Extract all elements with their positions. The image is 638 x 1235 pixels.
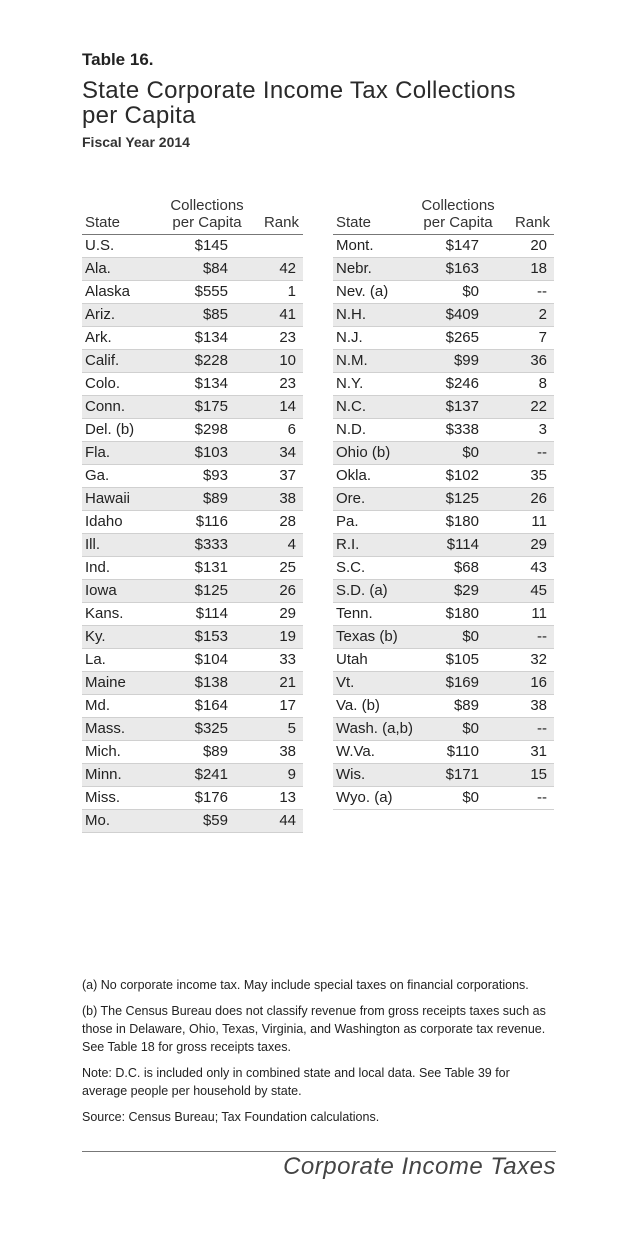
cell-collections: $555 [194, 283, 228, 300]
table-row [333, 626, 554, 649]
cell-rank: -- [537, 283, 547, 300]
header-rank: Rank [514, 214, 550, 231]
cell-collections: $134 [194, 375, 228, 392]
table-row [82, 787, 303, 810]
footnote-b: (b) The Census Bureau does not classify revenue from gross receipts taxes such as those in Delaware, Ohio, Texas, Virginia, and Washington as corporate tax revenue. See Table 18 for gross receipts taxes. [82, 1004, 546, 1054]
cell-collections: $153 [194, 628, 228, 645]
table-row [333, 442, 554, 465]
cell-collections: $145 [194, 237, 228, 254]
cell-collections: $0 [462, 283, 479, 300]
cell-collections: $180 [445, 605, 479, 622]
footnote-dc: Note: D.C. is included only in combined state and local data. See Table 39 for average people per household by state. [82, 1066, 510, 1098]
cell-rank: 9 [287, 766, 296, 783]
cell-collections: $338 [445, 421, 479, 438]
cell-rank: 35 [530, 467, 547, 484]
cell-collections: $175 [194, 398, 228, 415]
header-state: State [85, 214, 121, 231]
cell-state: U.S. [85, 237, 115, 254]
cell-state: Tenn. [336, 605, 373, 622]
cell-state: Conn. [85, 398, 126, 415]
table-row [333, 787, 554, 810]
cell-collections: $241 [194, 766, 228, 783]
footnote-a: (a) No corporate income tax. May include special taxes on financial corporations. [82, 978, 529, 992]
cell-state: Idaho [85, 513, 123, 530]
cell-rank: 7 [538, 329, 547, 346]
table-row [333, 741, 554, 764]
table-row [333, 649, 554, 672]
cell-rank: 34 [279, 444, 296, 461]
footnotes [82, 976, 558, 1134]
table-row [82, 327, 303, 350]
table-row [333, 373, 554, 396]
cell-collections: $110 [446, 743, 479, 760]
cell-rank: 13 [279, 789, 296, 806]
header-collections-line1: Collections [170, 197, 244, 214]
cell-collections: $84 [202, 260, 228, 277]
cell-rank: 38 [279, 490, 296, 507]
cell-state: Alaska [85, 283, 131, 300]
cell-state: La. [85, 651, 106, 668]
table-row [333, 304, 554, 327]
cell-state: Ala. [85, 260, 111, 277]
cell-rank: 4 [287, 536, 296, 553]
cell-state: N.Y. [336, 375, 364, 392]
cell-state: N.J. [336, 329, 363, 346]
cell-collections: $228 [194, 352, 228, 369]
cell-rank: 26 [530, 490, 547, 507]
table-row [333, 511, 554, 534]
table-row [82, 718, 303, 741]
cell-state: Okla. [336, 467, 372, 484]
header-collections-line2: per Capita [423, 214, 493, 231]
cell-collections: $114 [195, 605, 228, 622]
cell-collections: $131 [194, 559, 228, 576]
cell-collections: $171 [445, 766, 479, 783]
page-title [82, 78, 516, 128]
cell-state: Texas (b) [336, 628, 398, 645]
cell-state: Ark. [85, 329, 112, 346]
cell-collections: $325 [194, 720, 228, 737]
cell-collections: $137 [445, 398, 479, 415]
cell-rank: 43 [530, 559, 547, 576]
table-row [82, 350, 303, 373]
cell-rank: 11 [531, 513, 547, 530]
cell-collections: $102 [445, 467, 479, 484]
table-row [333, 672, 554, 695]
table-row [82, 741, 303, 764]
table-row [333, 350, 554, 373]
cell-state: S.D. (a) [336, 582, 388, 599]
table-row [82, 557, 303, 580]
cell-collections: $163 [445, 260, 479, 277]
table-row [82, 488, 303, 511]
cell-collections: $89 [202, 490, 228, 507]
cell-collections: $180 [445, 513, 479, 530]
table-row [82, 534, 303, 557]
table-row [82, 281, 303, 304]
cell-collections: $125 [194, 582, 228, 599]
cell-state: Nebr. [336, 260, 372, 277]
cell-rank: 17 [279, 697, 296, 714]
cell-state: R.I. [336, 536, 360, 553]
cell-collections: $59 [202, 812, 228, 829]
cell-collections: $0 [462, 789, 479, 806]
cell-rank: 29 [530, 536, 547, 553]
cell-rank: 5 [287, 720, 296, 737]
cell-state: N.C. [336, 398, 366, 415]
table-row [333, 396, 554, 419]
table-row [82, 580, 303, 603]
cell-state: N.H. [336, 306, 366, 323]
cell-state: Pa. [336, 513, 359, 530]
title-line-1: State Corporate Income Tax Collections [82, 77, 516, 104]
cell-collections: $29 [453, 582, 479, 599]
table-row [333, 419, 554, 442]
cell-collections: $89 [202, 743, 228, 760]
cell-rank: 2 [538, 306, 547, 323]
footer-divider [82, 1151, 556, 1152]
cell-state: Colo. [85, 375, 121, 392]
cell-collections: $116 [195, 513, 228, 530]
table-row [82, 396, 303, 419]
cell-state: Wis. [336, 766, 366, 783]
cell-state: Kans. [85, 605, 124, 622]
cell-state: Ohio (b) [336, 444, 391, 461]
cell-state: Utah [336, 651, 368, 668]
cell-state: Fla. [85, 444, 111, 461]
right-table [333, 196, 554, 810]
cell-collections: $89 [453, 697, 479, 714]
cell-state: Mont. [336, 237, 374, 254]
table-row [82, 465, 303, 488]
cell-rank: 29 [279, 605, 296, 622]
cell-collections: $85 [202, 306, 228, 323]
cell-state: Mich. [85, 743, 121, 760]
cell-rank: 14 [279, 398, 296, 415]
table-row [82, 442, 303, 465]
table-row [82, 810, 303, 833]
header-collections-line1: Collections [421, 197, 495, 214]
table-row [82, 304, 303, 327]
cell-collections: $265 [445, 329, 479, 346]
table-row [82, 511, 303, 534]
cell-rank: 11 [531, 605, 547, 622]
table-row [82, 672, 303, 695]
cell-rank: 1 [287, 283, 296, 300]
cell-collections: $246 [445, 375, 479, 392]
table-row [333, 488, 554, 511]
cell-state: Miss. [85, 789, 120, 806]
cell-collections: $409 [445, 306, 479, 323]
cell-collections: $147 [445, 237, 479, 254]
cell-rank: 38 [279, 743, 296, 760]
cell-rank: 6 [287, 421, 296, 438]
cell-collections: $0 [462, 720, 479, 737]
cell-state: Ariz. [85, 306, 115, 323]
cell-rank: 3 [538, 421, 547, 438]
table-row [333, 235, 554, 258]
table-row [82, 764, 303, 787]
cell-state: Md. [85, 697, 111, 714]
cell-rank: 18 [530, 260, 547, 277]
subtitle: Fiscal Year 2014 [82, 134, 190, 150]
cell-collections: $333 [194, 536, 228, 553]
title-block [82, 50, 516, 150]
cell-rank: 26 [279, 582, 296, 599]
table-row [333, 695, 554, 718]
cell-rank: -- [537, 720, 547, 737]
table-row [333, 465, 554, 488]
cell-rank: 45 [530, 582, 547, 599]
cell-state: Ind. [85, 559, 111, 576]
table-row [82, 258, 303, 281]
table-row [333, 557, 554, 580]
cell-rank: 10 [279, 352, 296, 369]
cell-rank: 41 [279, 306, 296, 323]
table-row [82, 626, 303, 649]
cell-rank: 25 [279, 559, 296, 576]
cell-state: Ore. [336, 490, 366, 507]
table-row [82, 373, 303, 396]
cell-rank: 16 [530, 674, 547, 691]
cell-state: Mo. [85, 812, 111, 829]
cell-collections: $138 [194, 674, 228, 691]
cell-state: Nev. (a) [336, 283, 389, 300]
cell-rank: 38 [530, 697, 547, 714]
header-state: State [336, 214, 372, 231]
cell-collections: $68 [453, 559, 479, 576]
cell-rank: 23 [279, 375, 296, 392]
cell-rank: 32 [530, 651, 547, 668]
header-collections [417, 197, 499, 231]
cell-rank: 37 [279, 467, 296, 484]
cell-rank: 42 [279, 260, 296, 277]
cell-collections: $105 [445, 651, 479, 668]
cell-rank: 15 [530, 766, 547, 783]
table-row [82, 695, 303, 718]
cell-rank: 20 [530, 237, 547, 254]
table-row [333, 580, 554, 603]
cell-collections: $0 [462, 628, 479, 645]
cell-rank: 8 [538, 375, 547, 392]
cell-rank: 22 [530, 398, 547, 415]
cell-collections: $169 [445, 674, 479, 691]
cell-state: Del. (b) [85, 421, 135, 438]
cell-collections: $0 [462, 444, 479, 461]
cell-collections: $298 [194, 421, 228, 438]
cell-rank: -- [537, 628, 547, 645]
section-footer: Corporate Income Taxes [283, 1153, 556, 1180]
table-header [82, 196, 303, 235]
cell-rank: 31 [530, 743, 547, 760]
cell-state: Ill. [85, 536, 100, 553]
cell-state: Hawaii [85, 490, 131, 507]
cell-collections: $114 [446, 536, 479, 553]
source-note: Source: Census Bureau; Tax Foundation calculations. [82, 1110, 380, 1124]
cell-collections: $176 [194, 789, 228, 806]
cell-collections: $125 [445, 490, 479, 507]
cell-state: Ky. [85, 628, 106, 645]
cell-state: Mass. [85, 720, 126, 737]
table-row [333, 258, 554, 281]
cell-rank: 33 [279, 651, 296, 668]
table-row [333, 718, 554, 741]
header-rank: Rank [263, 214, 299, 231]
cell-state: Iowa [85, 582, 117, 599]
cell-rank: 44 [279, 812, 296, 829]
right-table-body [333, 235, 554, 810]
cell-state: Maine [85, 674, 126, 691]
cell-state: Ga. [85, 467, 110, 484]
table-row [82, 235, 303, 258]
cell-state: Vt. [336, 674, 355, 691]
left-table-body [82, 235, 303, 833]
cell-state: S.C. [336, 559, 366, 576]
cell-rank: -- [537, 789, 547, 806]
title-line-2: per Capita [82, 102, 196, 129]
table-row [333, 327, 554, 350]
table-row [333, 764, 554, 787]
cell-state: Wyo. (a) [336, 789, 393, 806]
cell-state: W.Va. [336, 743, 375, 760]
cell-state: Va. (b) [336, 697, 380, 714]
cell-rank: 19 [279, 628, 296, 645]
table-row [333, 603, 554, 626]
table-header [333, 196, 554, 235]
table-row [333, 281, 554, 304]
table-row [82, 603, 303, 626]
cell-collections: $104 [194, 651, 228, 668]
left-table [82, 196, 303, 833]
cell-state: Calif. [85, 352, 120, 369]
cell-state: Minn. [85, 766, 122, 783]
cell-rank: 23 [279, 329, 296, 346]
cell-collections: $103 [194, 444, 228, 461]
cell-collections: $99 [453, 352, 479, 369]
header-collections-line2: per Capita [172, 214, 242, 231]
table-number: Table 16. [82, 50, 154, 69]
header-collections [166, 197, 248, 231]
table-row [333, 534, 554, 557]
cell-state: N.D. [336, 421, 366, 438]
table-row [82, 649, 303, 672]
cell-rank: 28 [279, 513, 296, 530]
cell-rank: 21 [279, 674, 296, 691]
cell-collections: $164 [194, 697, 228, 714]
cell-collections: $134 [194, 329, 228, 346]
cell-state: N.M. [336, 352, 368, 369]
cell-rank: 36 [530, 352, 547, 369]
cell-state: Wash. (a,b) [336, 720, 413, 737]
cell-rank: -- [537, 444, 547, 461]
table-row [82, 419, 303, 442]
cell-collections: $93 [202, 467, 228, 484]
